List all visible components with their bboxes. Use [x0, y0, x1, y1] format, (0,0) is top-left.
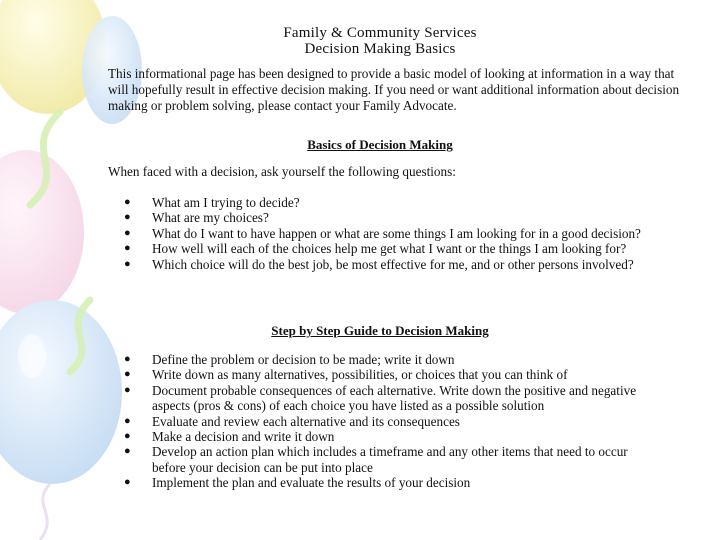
- bullet-icon: ●: [124, 353, 131, 365]
- list-item: ● Implement the plan and evaluate the results of your decision: [124, 475, 471, 491]
- list-item: ● Make a decision and write it down: [124, 429, 335, 445]
- bullet-icon: ●: [124, 257, 131, 270]
- list-item: ● Write down as many alternatives, possibilities, or choices that you can think of: [124, 367, 568, 383]
- list-item: ● Which choice will do the best job, be most effective for me, and or other persons involved?: [124, 256, 634, 272]
- list-item: ● Document probable consequences of each alternative. Write down the positive and negative aspects (pros & cons) of each choice you have listed as a possible solution: [124, 382, 637, 414]
- list-item: ● Define the problem or decision to be made; write it down: [124, 352, 455, 367]
- bullet-icon: ●: [124, 211, 131, 224]
- bullet-icon: ●: [124, 242, 131, 255]
- bullet-icon: ●: [124, 368, 131, 381]
- page-title: Family & Community Services: [283, 25, 477, 41]
- list-item: ● What do I want to have happen or what are some things I am looking for in a good decision?: [124, 225, 641, 241]
- bullet-icon: ●: [124, 476, 131, 489]
- questions-list: [124, 195, 664, 272]
- list-item: ● Evaluate and review each alternative and its consequences: [124, 413, 460, 429]
- basics-heading: Basics of Decision Making: [307, 137, 453, 152]
- list-item: ● How well will each of the choices help me get what I want or the things I am looking for?: [124, 241, 627, 257]
- bullet-icon: ●: [124, 445, 131, 458]
- guide-heading: Step by Step Guide to Decision Making: [271, 323, 489, 338]
- bullet-icon: ●: [124, 383, 131, 396]
- list-item: ● What am I trying to decide?: [124, 195, 300, 210]
- list-item: ● Develop an action plan which includes a timeframe and any other items that need to occur before your decision can be put into place: [124, 444, 628, 475]
- list-item: ● What are my choices?: [124, 210, 269, 226]
- steps-list: [124, 352, 664, 491]
- bullet-icon: ●: [124, 226, 131, 239]
- intro-paragraph: This informational page has been designed to provide a basic model of looking at information in a way that will hopefully result in effective decision making. If you need or want additional information about decision making or problem solving, please contact your Family Advocate.: [108, 66, 680, 113]
- bullet-icon: ●: [124, 196, 131, 208]
- basics-lead: When faced with a decision, ask yourself the following questions:: [108, 164, 456, 179]
- bullet-icon: ●: [124, 414, 131, 427]
- bullet-icon: ●: [124, 430, 131, 443]
- page-subtitle: Decision Making Basics: [304, 41, 456, 57]
